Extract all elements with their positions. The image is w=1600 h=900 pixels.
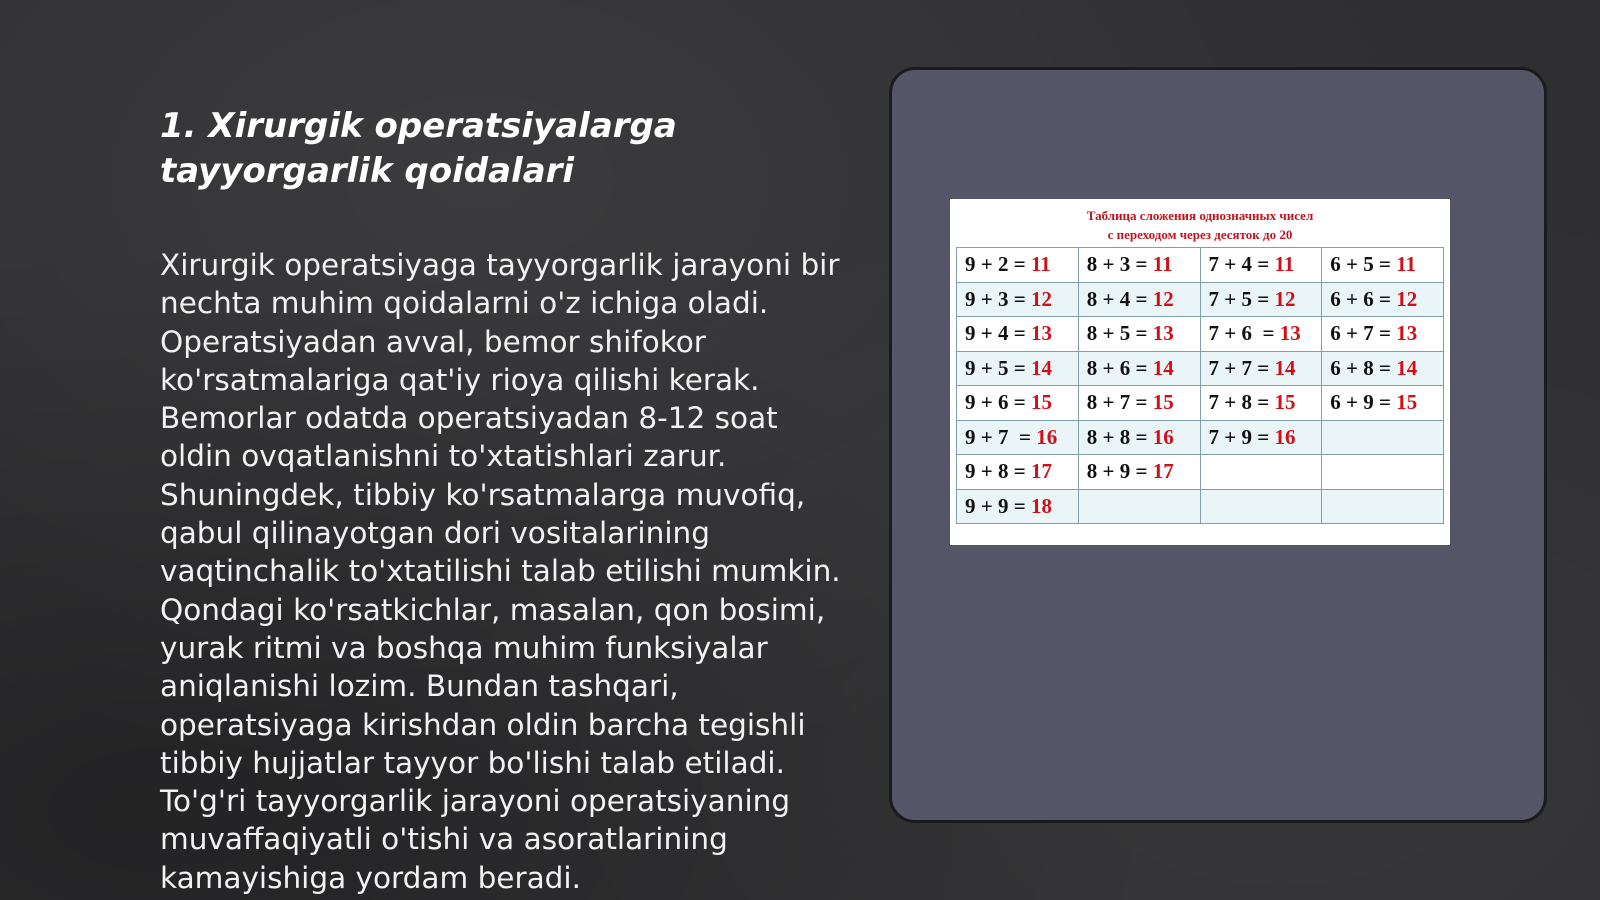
table-cell	[957, 489, 1079, 524]
table-row	[957, 489, 1444, 524]
cell-expression: 6 + 7 =	[1330, 321, 1397, 346]
table-caption	[956, 203, 1444, 247]
table-cell	[1200, 489, 1322, 524]
table-cell	[1200, 317, 1322, 352]
cell-expression: 8 + 3 =	[1086, 252, 1153, 277]
table-caption-line-2: с переходом через десяток до 20	[1107, 227, 1293, 242]
table-row	[957, 386, 1444, 421]
cell-result: 16	[1036, 424, 1058, 449]
slide-title	[160, 104, 800, 194]
table-cell	[1200, 248, 1322, 283]
cell-expression: 6 + 9 =	[1330, 390, 1397, 415]
cell-expression: 8 + 6 =	[1086, 355, 1153, 380]
cell-result: 11	[1274, 252, 1295, 277]
cell-result: 13	[1152, 321, 1174, 346]
cell-expression: 7 + 5 =	[1208, 286, 1275, 311]
cell-result: 16	[1274, 424, 1296, 449]
cell-result: 11	[1152, 252, 1173, 277]
cell-result: 11	[1396, 252, 1417, 277]
cell-expression: 7 + 7 =	[1208, 355, 1275, 380]
table-cell	[1322, 386, 1444, 421]
slide-title-line-1: 1. Xirurgik operatsiyalarga	[160, 106, 677, 146]
table-cell	[1078, 317, 1200, 352]
table-cell	[957, 248, 1079, 283]
table-row	[957, 248, 1444, 283]
table-row	[957, 455, 1444, 490]
cell-expression: 6 + 5 =	[1330, 252, 1397, 277]
table-cell	[1078, 489, 1200, 524]
slide-body-text: Xirurgik operatsiyaga tayyorgarlik jarayoni bir nechta muhim qoidalarni o'z ichiga oladi. Operatsiyadan avval, bemor shifokor ko'rsatmalariga qat'iy rioya qilishi kerak. Bemorlar odatda operatsiyadan 8-12 soat oldin ovqatlanishni to'xtatishlari zarur. Shuningdek, tibbiy ko'rsatmalarga muvofiq, qabul qilinayotgan dori vositalarining vaqtinchalik to'xtatilishi talab etilishi mumkin. Qondagi ko'rsatkichlar, masalan, qon bosimi, yurak ritmi va boshqa muhim funksiyalar aniqlanishi lozim. Bundan tashqari, operatsiyaga kirishdan oldin barcha tegishli tibbiy hujjatlar tayyor bo'lishi talab etiladi. To'g'ri tayyorgarlik jarayoni operatsiyaning muvaffaqiyatli o'tishi va asoratlarining kamayishiga yordam beradi.	[160, 248, 841, 895]
cell-result: 13	[1396, 321, 1418, 346]
addition-table-image	[950, 199, 1450, 545]
cell-result: 12	[1274, 286, 1296, 311]
table-cell	[957, 420, 1079, 455]
table-cell	[1322, 282, 1444, 317]
cell-expression: 8 + 8 =	[1086, 424, 1153, 449]
table-cell	[1200, 420, 1322, 455]
cell-result: 15	[1030, 390, 1052, 415]
cell-expression: 8 + 7 =	[1086, 390, 1153, 415]
cell-result: 16	[1152, 424, 1174, 449]
cell-expression: 7 + 8 =	[1208, 390, 1275, 415]
cell-result: 17	[1030, 459, 1052, 484]
cell-expression: 9 + 6 =	[965, 390, 1031, 415]
table-cell	[957, 351, 1079, 386]
cell-expression: 9 + 8 =	[965, 459, 1031, 484]
cell-result: 12	[1152, 286, 1174, 311]
cell-expression: 9 + 5 =	[965, 355, 1031, 380]
cell-expression: 8 + 4 =	[1086, 286, 1153, 311]
table-cell	[1322, 455, 1444, 490]
table-cell	[1322, 351, 1444, 386]
table-cell	[1200, 386, 1322, 421]
table-cell	[1322, 317, 1444, 352]
cell-expression: 9 + 2 =	[965, 252, 1031, 277]
cell-expression: 9 + 9 =	[965, 493, 1031, 518]
table-cell	[1078, 386, 1200, 421]
cell-result: 12	[1396, 286, 1418, 311]
cell-result: 14	[1152, 355, 1174, 380]
cell-expression: 6 + 6 =	[1330, 286, 1397, 311]
table-cell	[957, 282, 1079, 317]
table-row	[957, 420, 1444, 455]
cell-result: 11	[1030, 252, 1051, 277]
table-cell	[1200, 455, 1322, 490]
cell-result: 18	[1030, 493, 1052, 518]
table-row	[957, 317, 1444, 352]
table-cell	[1078, 455, 1200, 490]
slide-title-line-2: tayyorgarlik qoidalari	[160, 151, 575, 191]
cell-expression: 6 + 8 =	[1330, 355, 1397, 380]
table-cell	[957, 455, 1079, 490]
cell-expression: 9 + 3 =	[965, 286, 1031, 311]
addition-table	[956, 247, 1444, 524]
cell-result: 15	[1274, 390, 1296, 415]
cell-result: 15	[1152, 390, 1174, 415]
table-cell	[1322, 248, 1444, 283]
cell-result: 14	[1030, 355, 1052, 380]
cell-result: 13	[1030, 321, 1052, 346]
cell-result: 17	[1152, 459, 1174, 484]
table-cell	[1078, 282, 1200, 317]
cell-expression: 9 + 4 =	[965, 321, 1031, 346]
cell-expression: 7 + 6 =	[1208, 321, 1280, 346]
table-cell	[957, 317, 1079, 352]
cell-expression: 8 + 9 =	[1086, 459, 1153, 484]
cell-result: 15	[1396, 390, 1418, 415]
cell-expression: 7 + 9 =	[1208, 424, 1275, 449]
table-row	[957, 351, 1444, 386]
cell-result: 12	[1030, 286, 1052, 311]
cell-expression: 9 + 7 =	[965, 424, 1037, 449]
table-cell	[957, 386, 1079, 421]
cell-result: 13	[1279, 321, 1301, 346]
table-cell	[1200, 282, 1322, 317]
table-cell	[1078, 420, 1200, 455]
table-row	[957, 282, 1444, 317]
table-cell	[1078, 248, 1200, 283]
table-caption-line-1: Таблица сложения однозначных чисел	[1086, 208, 1314, 223]
cell-expression: 7 + 4 =	[1208, 252, 1275, 277]
table-cell	[1322, 489, 1444, 524]
cell-result: 14	[1274, 355, 1296, 380]
cell-expression: 8 + 5 =	[1086, 321, 1153, 346]
table-cell	[1078, 351, 1200, 386]
cell-result: 14	[1396, 355, 1418, 380]
table-cell	[1322, 420, 1444, 455]
table-cell	[1200, 351, 1322, 386]
